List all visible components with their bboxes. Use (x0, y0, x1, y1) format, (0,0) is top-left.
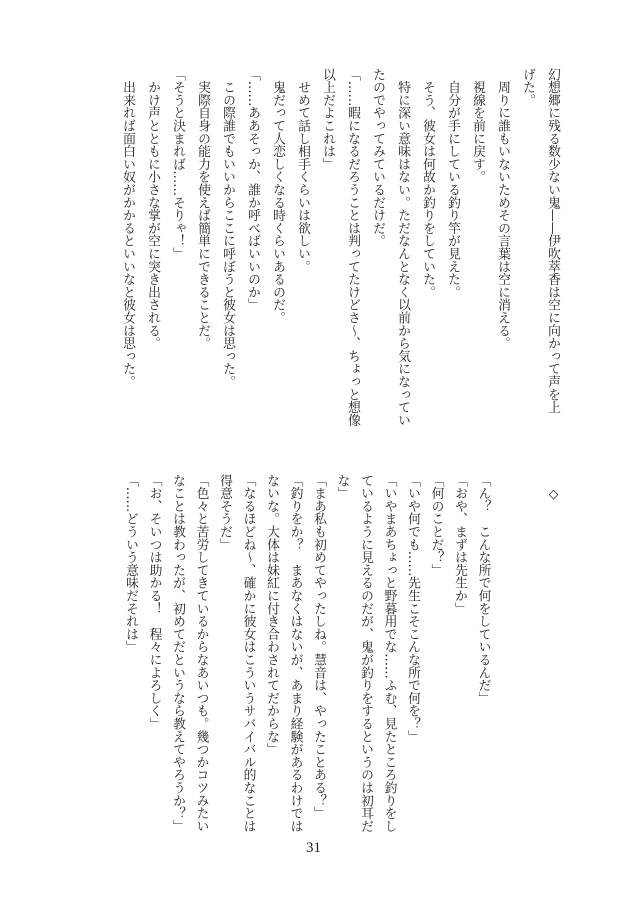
text-line: 「いやまあちょっと野暮用でな……ふむ、見たところ釣りをし (381, 474, 397, 833)
text-line: 「いや何でも……先生こそこんな所で何を？」 (405, 474, 420, 743)
text-line (495, 474, 519, 822)
text-line: 「お、そいつは助かる！ 程々によろしく」 (146, 474, 162, 730)
text-line: 出来れば面白い奴がかかるといいなと彼女は思った。 (120, 68, 135, 388)
text-line: そう、彼女は何故か釣りをしていた。 (420, 68, 435, 299)
text-line: 「……ああそっか、誰か呼べばいいのか」 (245, 68, 260, 312)
text-line: 「まあ私も初めてやったしね。慧音は、やったことある？」 (311, 474, 326, 820)
text-line: ないな。大体は妹紅に付き合わされてだからな」 (264, 474, 279, 756)
text-line: 「釣りをか？ まあなくはないが、あまり経験があるわけでは (287, 474, 303, 833)
page-number: 31 (306, 840, 321, 856)
text-line: 「なるほどね～、確かに彼女はこういうサバイバル的なことは (240, 474, 256, 833)
text-line: この際誰でもいいからここに呼ぼうと彼女は思った。 (220, 68, 235, 388)
text-line: 「そうと決まれば……そりゃ！」 (170, 68, 185, 260)
text-block-bottom (90, 474, 565, 833)
text-line: 視線を前に戻す。 (470, 68, 485, 184)
text-line: 実際自身の能力を使えば簡単にできることだ。 (195, 68, 210, 350)
text-line: たのでやってみているだけだ。 (370, 68, 385, 248)
text-line: げた。 (520, 68, 535, 107)
text-line: 「……どういう意味だそれは」 (123, 474, 138, 654)
text-line: 得意そうだ」 (217, 474, 232, 551)
text-line: なことは教わったが、初めてだというなら教えてやろうか？」 (170, 474, 185, 833)
text-line: 「色々と苦労してきているからなあいつも。幾つかコツみたい (193, 474, 209, 833)
text-line: 鬼だって人恋しくなる時くらいあるのだ。 (270, 68, 285, 324)
text-line (518, 474, 542, 822)
text-line: 「何のことだ？」 (428, 474, 444, 577)
text-line: 「ん？ こんな所で何をしているんだ」 (475, 474, 491, 705)
text-line: ◇ (546, 474, 561, 502)
text-line: な」 (334, 474, 350, 500)
text-line: ているように見えるのだが、鬼が釣りをするというのは初耳だ (358, 474, 373, 833)
text-line: 自分が手にしている釣り竿が見えた。 (445, 68, 460, 299)
text-line: 特に深い意味はない。ただなんとなく以前から気になってい (395, 68, 410, 427)
text-line: せめて話し相手くらいは欲しい。 (295, 68, 310, 273)
text-line: 周りに誰もいないためその言葉は空に消える。 (495, 68, 510, 350)
text-line: 以上だよこれは」 (320, 68, 335, 171)
text-line: 幻想郷に残る数少ない鬼——伊吹萃香は空に向かって声を上 (545, 68, 560, 414)
text-line: 「……暇になるだろうことは判ってたけどさ～、ちょっと想像 (345, 68, 360, 427)
text-block-top (115, 68, 565, 427)
text-line: 「おや、まずは先生か」 (452, 474, 467, 615)
text-line: かけ声とともに小さな掌が空に突き出される。 (145, 68, 160, 350)
